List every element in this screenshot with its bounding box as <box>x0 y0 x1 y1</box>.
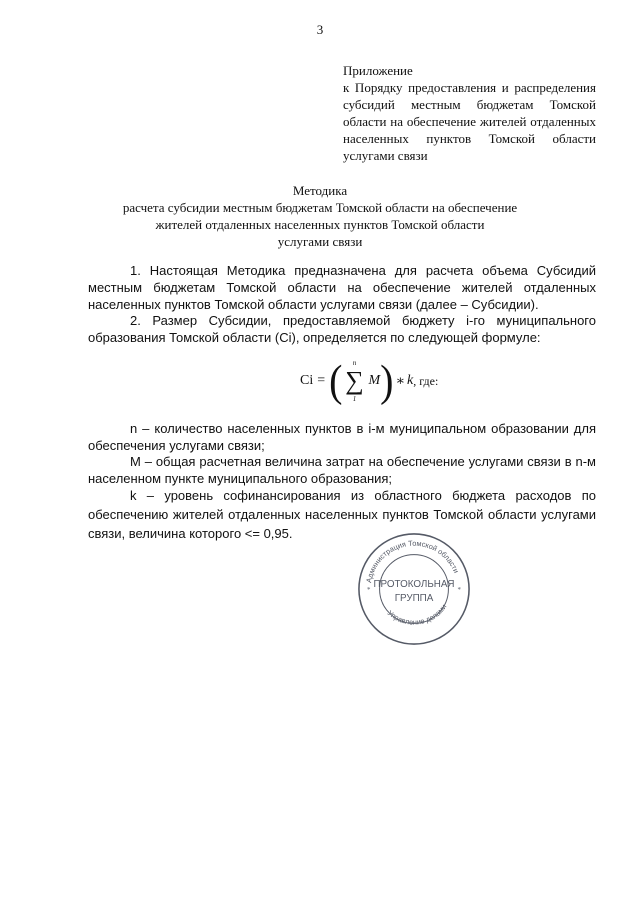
k-definition-text: k – уровень софинансирования из областного бюджета расходов по обеспечению жителей отдаленных населенных пунктов Томской области услугами связи, величина которого <= 0,95. <box>88 488 596 541</box>
formula-k: k <box>406 373 414 388</box>
sigma-glyph: ∑ <box>345 366 364 395</box>
page-number: 3 <box>316 22 324 37</box>
title-line-2: жителей отдаленных населенных пунктов Томской области <box>155 217 485 232</box>
stamp-left-star: * <box>367 586 371 594</box>
stamp-line-2: ГРУППА <box>394 592 434 604</box>
official-stamp <box>355 530 473 648</box>
m-definition-text: M – общая расчетная величина затрат на обеспечение услугами связи в n-м населенном пункте муниципального образования; <box>88 454 596 486</box>
summation-lower-limit: 1 <box>352 395 357 403</box>
formula-open-paren: ( <box>329 355 343 406</box>
stamp-outer-text: Администрация Томской области <box>364 538 461 584</box>
formula-suffix: , где: <box>413 373 439 388</box>
appendix-heading: Приложение <box>343 63 413 78</box>
formula <box>300 356 438 406</box>
document-title <box>0 182 640 250</box>
summation-upper-limit: n <box>352 359 357 367</box>
title-heading: Методика <box>292 183 348 198</box>
stamp-bottom-text: Управление делами <box>385 602 449 627</box>
paragraph-1-text: 1. Настоящая Методика предназначена для расчета объема Субсидий местным бюджетам Томской области на обеспечение жителей отдаленных населенных пунктов Томской области услугами связи (далее – Субсидии). <box>88 263 596 312</box>
paragraph-2 <box>88 312 596 346</box>
formula-variable-m: M <box>368 373 381 388</box>
m-definition <box>88 453 596 487</box>
paragraph-2-text: 2. Размер Субсидии, предоставляемой бюджету i-го муниципального образования Томской области (Ci), определяется по следующей формуле: <box>88 313 596 345</box>
paragraph-1 <box>88 262 596 313</box>
summation-symbol <box>342 361 366 401</box>
appendix-text: к Порядку предоставления и распределения субсидий местным бюджетам Томской области на обеспечение жителей отдаленных населенных пунктов Томской области услугами связи <box>343 80 596 163</box>
stamp-line-1: ПРОТОКОЛЬНАЯ <box>373 579 455 591</box>
title-line-3: услугами связи <box>277 234 363 249</box>
n-definition <box>88 420 596 454</box>
k-definition <box>88 486 596 543</box>
formula-equals: = <box>317 373 326 388</box>
formula-close-paren: ) <box>380 355 394 406</box>
formula-lhs: Ci <box>300 373 314 388</box>
stamp-right-star: * <box>457 586 461 594</box>
title-line-1: расчета субсидии местным бюджетам Томской области на обеспечение <box>122 200 518 215</box>
n-definition-text: n – количество населенных пунктов в i-м муниципальном образовании для обеспечения услугами связи; <box>88 421 596 453</box>
formula-multiply: ∗ <box>395 373 405 389</box>
appendix-block <box>343 62 596 164</box>
